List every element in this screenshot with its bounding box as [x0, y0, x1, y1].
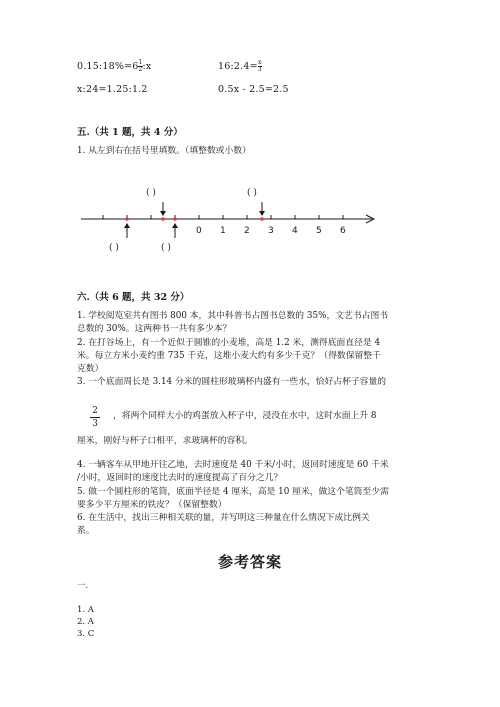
up-arrow-head-2 — [172, 223, 178, 228]
questions-4-6 — [77, 459, 389, 539]
answers-list — [77, 604, 94, 640]
down-arrow-head-1 — [160, 211, 166, 216]
point-marker — [260, 217, 264, 221]
point-marker — [161, 217, 165, 221]
question-6-line-1: 6. 在生活中，找出三种相关联的量，并写明这三种量在什么情况下成比例关 — [77, 513, 370, 524]
number-label-4: 4 — [292, 226, 298, 236]
section-5-question-1: 1. 从左到右在括号里填数。（填整数或小数） — [77, 146, 251, 156]
number-line — [0, 0, 500, 260]
question-2-line-2: 米。每立方米小麦约重 735 千克，这堆小麦大约有多少千克？（得数保留整千 — [77, 350, 381, 361]
top-paren-2: ( ) — [247, 188, 257, 198]
fraction-numerator: x — [257, 59, 262, 66]
question-5-line-1: 5. 做一个圆柱形的笔筒，底面半径是 4 厘米，高是 10 厘米，做这个笔筒至少需 — [77, 486, 389, 497]
section-6-heading: 六.（共 6 题，共 32 分） — [77, 292, 190, 303]
question-3-line-1: 3. 一个底面周长是 3.14 分米的圆柱形玻璃杯内盛有一些水，恰好占杯子容量的 — [77, 377, 387, 388]
answer-item: 1. A — [77, 605, 94, 615]
top-paren-1: ( ) — [146, 188, 156, 198]
number-label-1: 1 — [220, 226, 226, 236]
question-1-line-1: 1. 学校阅览室共有图书 800 本，其中科普书占图书总数的 35%，文艺书占图书 — [77, 311, 389, 321]
answer-item: 2. A — [77, 617, 94, 627]
question-2-line-3: 克数） — [77, 364, 104, 375]
answers-part-label: 一. — [77, 581, 89, 591]
number-label-6: 6 — [340, 226, 346, 236]
number-label-3: 3 — [268, 226, 274, 236]
equation-left-2: x:24=1.25:1.2 — [77, 84, 148, 95]
number-label-2: 2 — [244, 226, 250, 236]
number-label-0: 0 — [196, 226, 202, 236]
question-1-line-2: 总数的 30%。这两种书一共有多少本？ — [77, 324, 232, 335]
equation-right-2: 0.5x - 2.5=2.5 — [218, 84, 289, 95]
number-label-5: 5 — [316, 226, 322, 236]
equation-right-1-prefix: 16:2.4= — [218, 61, 258, 72]
fraction-denominator: 3 — [90, 417, 100, 430]
question-5-line-2: 要多少平方厘米的铁皮？（保留整数） — [77, 499, 227, 510]
question-1 — [77, 310, 388, 390]
fraction-numerator: 2 — [92, 406, 98, 416]
fraction-denominator: 3 — [257, 66, 262, 73]
bottom-paren-2: ( ) — [161, 243, 171, 253]
down-arrow-head-2 — [259, 211, 265, 216]
up-arrow-head-1 — [124, 223, 130, 228]
answer-item: 3. C — [77, 629, 95, 639]
question-4-line-2: /小时，返回时的速度比去时的速度提高了百分之几？ — [77, 473, 283, 484]
point-marker — [125, 217, 129, 221]
point-marker — [173, 217, 177, 221]
question-4-line-1: 4. 一辆客车从甲地开往乙地，去时速度是 40 千米/小时，返回时速度是 60 千米 — [77, 460, 389, 470]
equation-left-1-prefix: 0.15:18%=6 — [77, 61, 139, 72]
answers-title: 参考答案 — [217, 553, 282, 571]
section-5-heading: 五.（共 1 题，共 4 分） — [77, 127, 183, 138]
question-3-line-2: ，将两个同样大小的鸡蛋放入杯子中，浸没在水中，这时水面上升 8 — [113, 411, 377, 421]
question-6-line-2: 系。 — [77, 526, 95, 537]
bottom-paren-1: ( ) — [109, 243, 119, 253]
equation-left-1-suffix: :x — [142, 61, 152, 72]
question-3-fraction — [90, 405, 100, 430]
question-2-line-1: 2. 在打谷场上，有一个近似于圆锥的小麦堆，高是 1.2 米，测得底面直径是 4 — [77, 337, 381, 348]
fraction-numerator: 1 — [138, 59, 143, 66]
question-3-line-3: 厘米，刚好与杯子口相平，求玻璃杯的容积。 — [77, 436, 253, 446]
fraction-denominator: 2 — [138, 66, 143, 73]
